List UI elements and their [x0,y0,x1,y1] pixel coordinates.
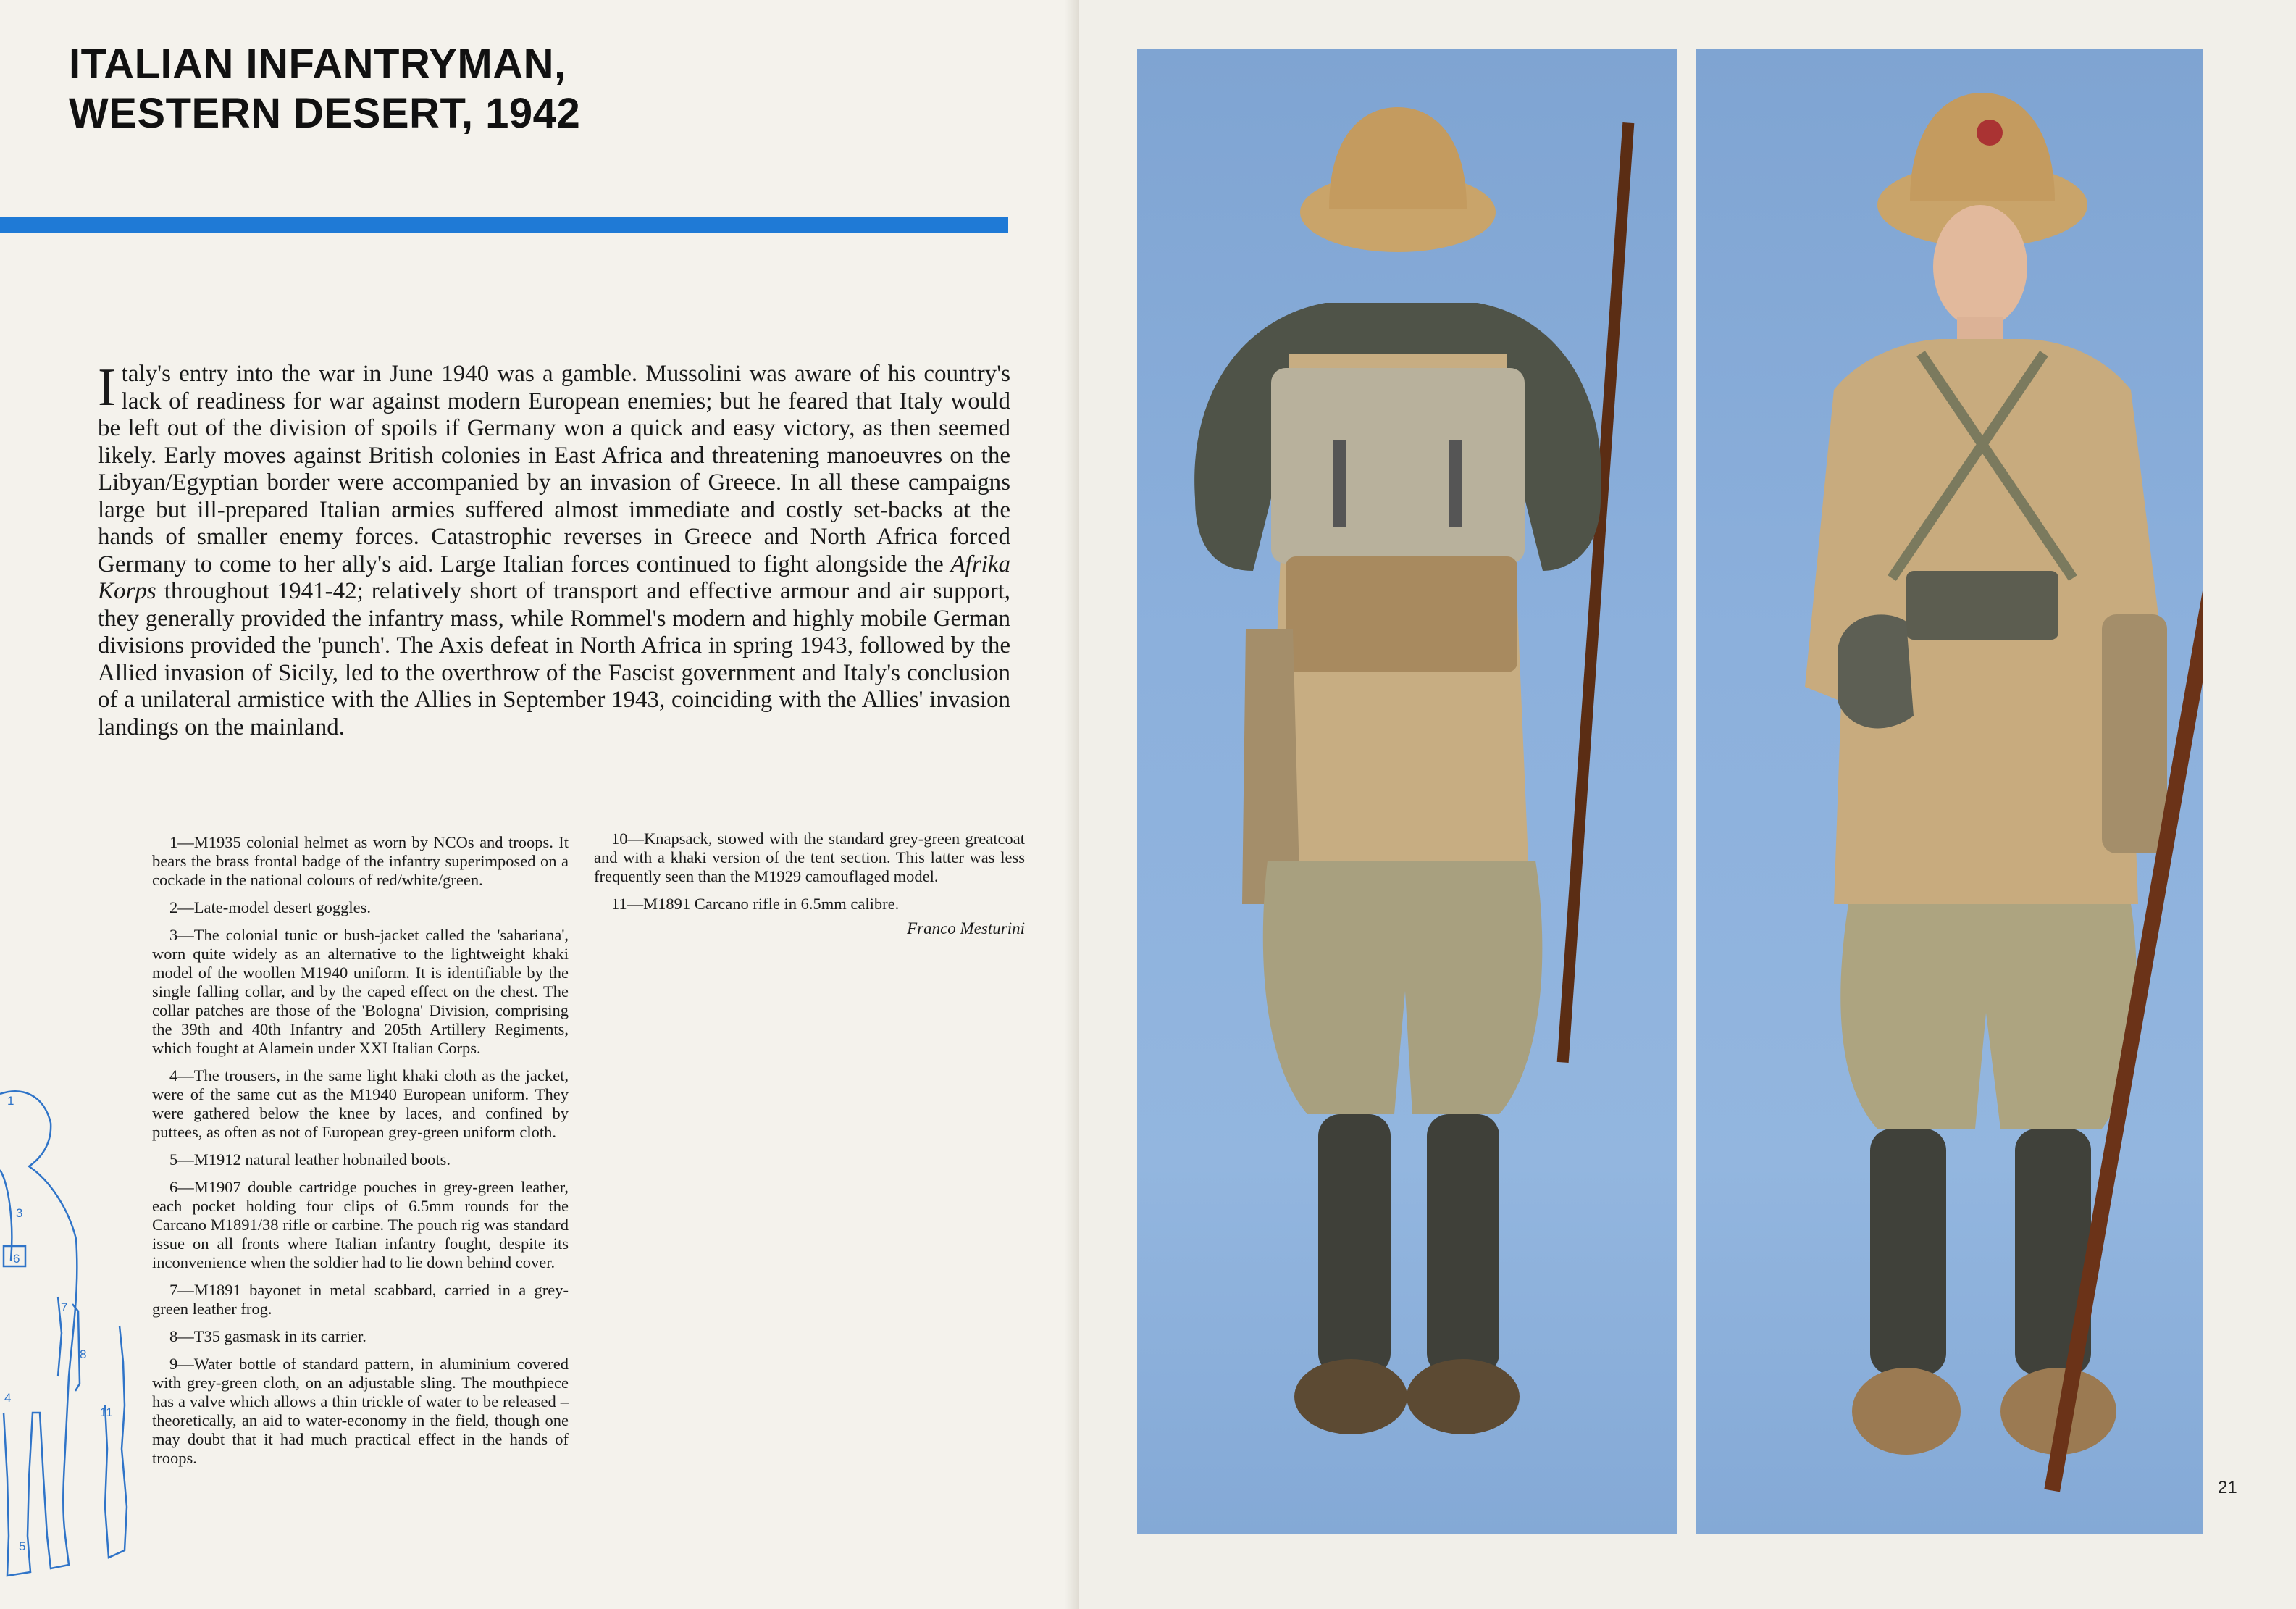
caption-4 [152,1066,569,1142]
caption-text: —M1935 colonial helmet as worn by NCOs and troops. It bears the brass frontal badge of the infantry superimposed on a cockade in the national colours of red/white/green. [152,833,569,889]
caption-text: —T35 gasmask in its carrier. [177,1327,366,1345]
drop-cap: I [98,358,116,417]
caption-number: 4 [169,1066,178,1084]
caption-text: —The trousers, in the same light khaki cloth as the jacket, were of the same cut as the M1940 European uniform. They were gathered below the knee by laces, and confined by puttees, as often as not of European grey-green uniform cloth. [152,1066,569,1141]
caption-text: —M1907 double cartridge pouches in grey-green leather, each pocket holding four clips of 6.5mm rounds for the Carcano M1891/38 rifle or carbine. The pouch rig was standard issue on all fronts where Italian infantry fought, despite its inconvenience when the soldier had to lie down behind cover. [152,1178,569,1271]
key-number: 6 [13,1252,20,1266]
caption-number: 3 [169,926,178,944]
page-title [69,40,938,138]
caption-number: 7 [169,1281,178,1299]
caption-text: —Late-model desert goggles. [177,898,372,916]
caption-2 [152,898,569,917]
caption-number: 8 [169,1327,178,1345]
key-number: 5 [19,1539,26,1553]
intro-text-2: throughout 1941-42; relatively short of transport and effective armour and air support, they generally provided the infantry mass, while Rommel's modern and highly mobile German divisions provided the 'punch'. The Axis defeat in North Africa in spring 1943, followed by the Allied invasion of Sicily, led to the overthrow of the Fascist government and Italy's conclusion of a unilateral armistice with the Allies in September 1943, coinciding with the Allies' invasion landings on the mainland. [98,578,1010,740]
caption-number: 2 [169,898,178,916]
caption-1 [152,833,569,890]
captions-column-1 [152,833,569,1476]
page-number: 21 [2218,1478,2237,1497]
soldier-rear-figure [1137,49,1677,1534]
key-number: 11 [100,1405,113,1419]
caption-text: —The colonial tunic or bush-jacket called the 'sahariana', worn quite widely as an alternative to the lightweight khaki model of the woollen M1940 uniform. It is identifiable by the single falling collar, and by the caped effect on the chest. The collar patches are those of the 'Bologna' Division, comprising the 39th and 40th Infantry and 205th Artillery Regiments, which fought at Alamein under XXI Italian Corps. [152,926,569,1057]
blue-rule [0,217,1008,233]
title-line-1: ITALIAN INFANTRYMAN, [69,41,566,88]
caption-text: —M1891 Carcano rifle in 6.5mm calibre. [627,895,900,913]
caption-11 [594,895,1025,914]
left-page [0,0,1079,1609]
caption-3 [152,926,569,1058]
title-line-2: WESTERN DESERT, 1942 [69,90,581,137]
caption-8 [152,1327,569,1346]
photo-credit: Franco Mesturini [907,919,1025,937]
key-number: 7 [61,1300,68,1314]
intro-text-1: taly's entry into the war in June 1940 was a gamble. Mussolini was aware of his country's lack of readiness for war against modern European enemies; but he feared that Italy would be left out of the division of spoils if Germany won a quick and easy victory, as then seemed likely. Early moves against British colonies in East Africa and threatening manoeuvres on the Libyan/Egyptian border were accompanied by an invasion of Greece. In all these campaigns large but ill-prepared Italian armies suffered almost immediate and costly set-backs at the hands of smaller enemy forces. Catastrophic reverses in Greece and North Africa forced Germany to come to her ally's aid. Large Italian forces continued to fight alongside the [98,361,1010,577]
intro-italic: Afrika Korps [98,551,1010,604]
captions-column-2 [594,829,1025,938]
caption-text: —M1891 bayonet in metal scabbard, carried in a grey-green leather frog. [152,1281,569,1318]
photo-front-view [1696,49,2203,1534]
intro-paragraph [98,358,1010,741]
caption-number: 11 [611,895,627,913]
caption-9 [152,1355,569,1468]
key-number: 4 [4,1391,12,1405]
photo-rear-view [1137,49,1677,1534]
key-number: 3 [16,1206,23,1220]
caption-text: —Water bottle of standard pattern, in aluminium covered with grey-green cloth, on an adjustable sling. The mouthpiece has a valve which allows a thin trickle of water to be released – theoretically, an aid to water-economy in the field, though one may doubt that it had much practical effect in the hands of troops. [152,1355,569,1467]
key-number: 1 [7,1094,14,1108]
soldier-outline-key [0,1072,152,1594]
figure-key-diagram [0,1072,152,1594]
caption-6 [152,1178,569,1272]
caption-number: 1 [169,833,178,851]
caption-number: 6 [169,1178,178,1196]
key-number: 8 [80,1347,87,1361]
caption-text: —M1912 natural leather hobnailed boots. [177,1150,451,1169]
caption-7 [152,1281,569,1318]
caption-number: 5 [169,1150,178,1169]
caption-number: 9 [169,1355,178,1373]
caption-text: —Knapsack, stowed with the standard grey-green greatcoat and with a khaki version of the tent section. This latter was less frequently seen than the M1929 camouflaged model. [594,829,1025,885]
caption-10 [594,829,1025,886]
caption-number: 10 [611,829,628,848]
caption-5 [152,1150,569,1169]
soldier-front-figure [1696,49,2203,1534]
